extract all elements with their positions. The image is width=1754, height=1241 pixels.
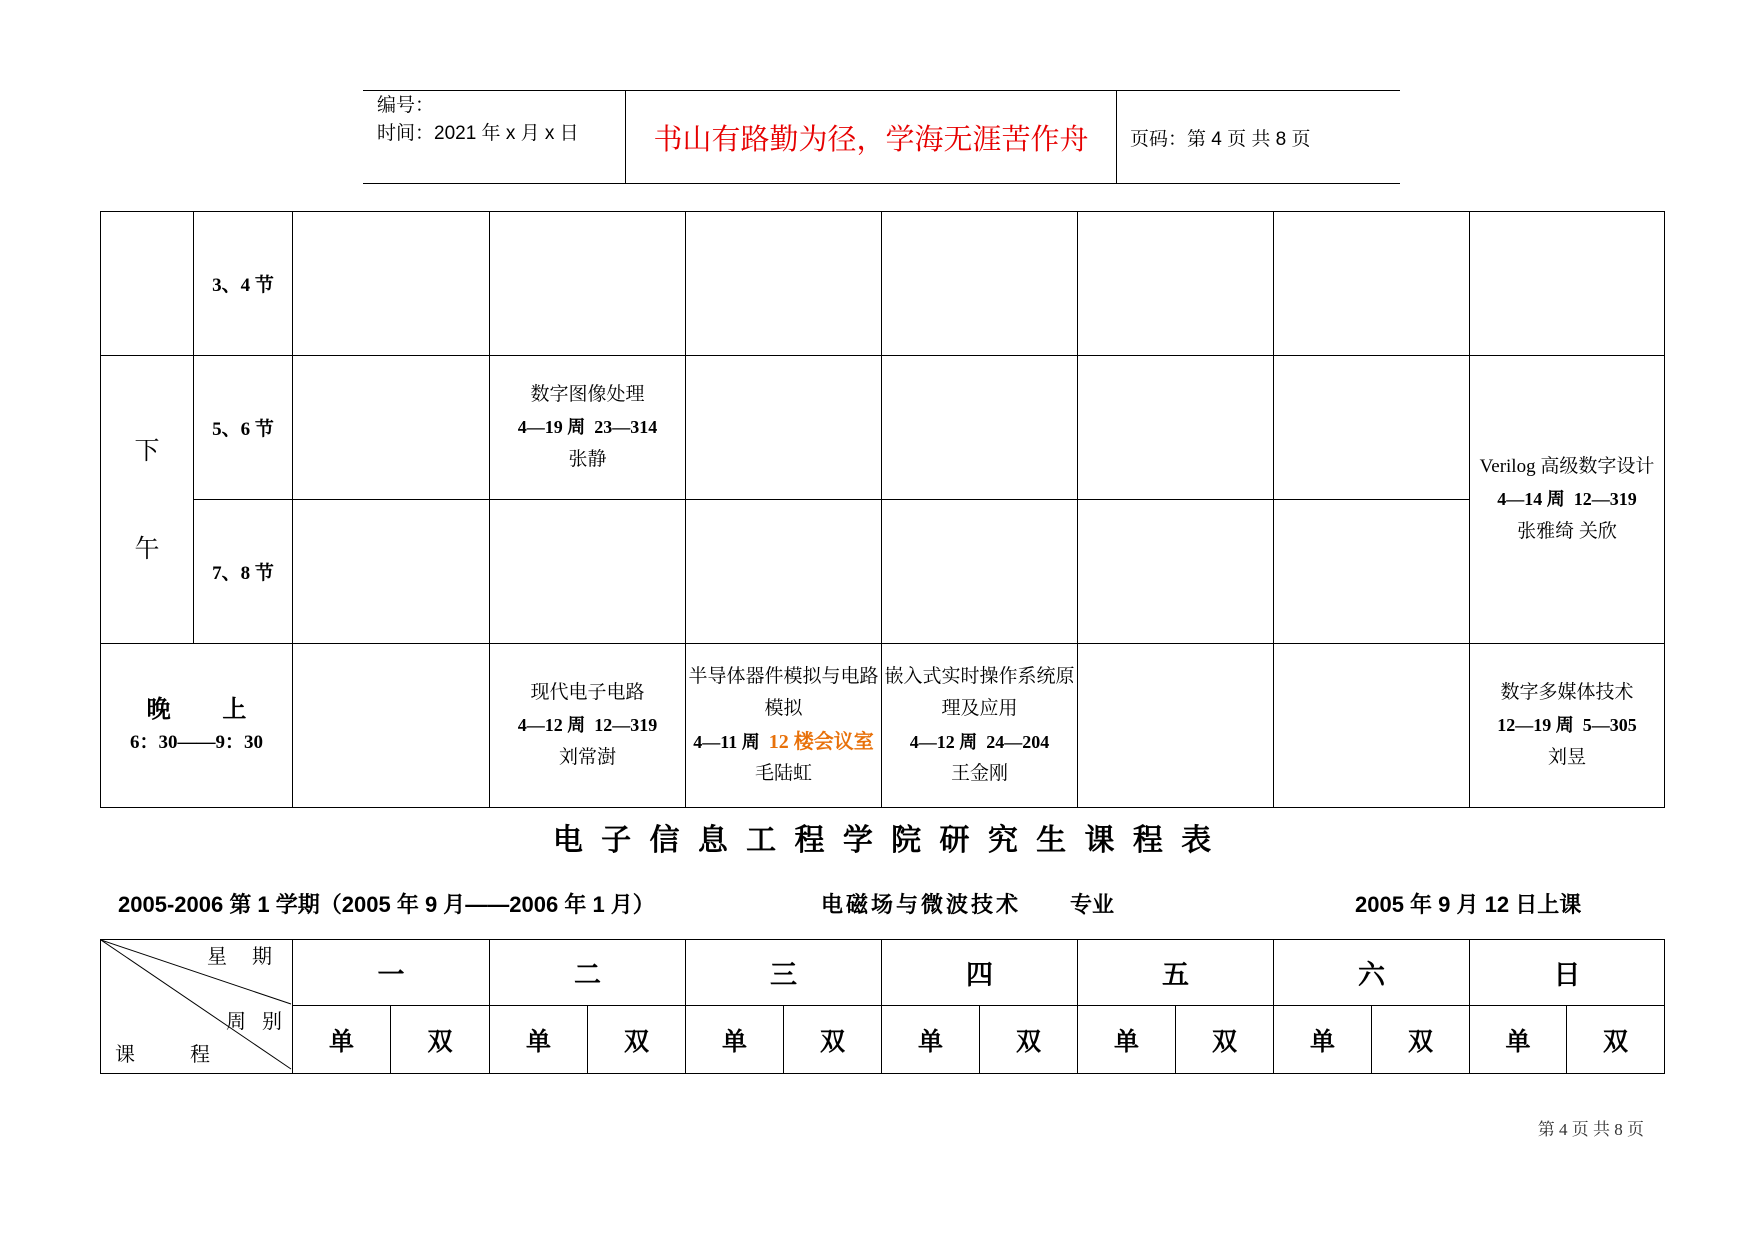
even-week-header: 双	[588, 1006, 686, 1074]
course-name: Verilog 高级数字设计	[1479, 455, 1655, 477]
day-header: 四	[882, 940, 1078, 1006]
course-weeks: 4—14 周	[1497, 489, 1565, 510]
header-motto-cell	[626, 91, 1117, 183]
evening-label: 晚 上	[146, 695, 247, 723]
schedule-table	[100, 211, 1665, 808]
day-header: 六	[1274, 940, 1470, 1006]
empty-cell	[490, 212, 686, 356]
session-label-evening	[101, 644, 293, 808]
schedule-row-period-78	[101, 500, 1665, 644]
period-label: 7、8 节	[194, 500, 293, 644]
course-schedule	[490, 411, 685, 444]
page-footer: 第 4 页 共 8 页	[1537, 1120, 1644, 1139]
even-week-header: 双	[980, 1006, 1078, 1074]
course-cell	[490, 356, 686, 500]
course-weeks: 4—11 周	[693, 731, 760, 752]
course-cell	[490, 644, 686, 808]
period-label: 5、6 节	[194, 356, 293, 500]
course-name: 数字图像处理	[530, 383, 645, 405]
document-number-label: 编号：	[377, 95, 435, 116]
course-cell	[686, 644, 882, 808]
even-week-header: 双	[1372, 1006, 1470, 1074]
day-header: 三	[686, 940, 882, 1006]
day-header: 二	[490, 940, 686, 1006]
course-room-highlight: 12 楼会议室	[768, 730, 874, 753]
empty-cell	[1078, 500, 1274, 644]
course-schedule	[686, 726, 881, 759]
odd-week-header: 单	[490, 1006, 588, 1074]
period-label: 3、4 节	[194, 212, 293, 356]
course-teacher: 王金刚	[950, 763, 1008, 784]
course-cell	[882, 644, 1078, 808]
major-label: 专业	[1070, 892, 1115, 917]
empty-cell	[1078, 356, 1274, 500]
empty-cell	[490, 500, 686, 644]
weekday-label: 星 期	[207, 946, 272, 968]
empty-cell	[1078, 644, 1274, 808]
empty-cell	[293, 356, 490, 500]
course-teacher: 毛陆虹	[754, 763, 812, 784]
diagonal-header-cell	[101, 940, 293, 1074]
week-type-row	[101, 1006, 1665, 1074]
schedule-row-evening	[101, 644, 1665, 808]
page-number-label: 页码：第 4 页 共 8 页	[1130, 128, 1311, 150]
empty-cell	[882, 500, 1078, 644]
course-room: 12—319	[1573, 489, 1637, 510]
course-teacher: 张静	[568, 448, 607, 470]
week-type-label: 周 别	[226, 1011, 282, 1033]
day-header: 一	[293, 940, 490, 1006]
course-weeks: 4—19 周	[517, 417, 586, 438]
course-room: 5—305	[1582, 715, 1637, 736]
course-name: 数字多媒体技术	[1500, 681, 1634, 703]
course-schedule	[882, 726, 1077, 759]
schedule-row-period-34	[101, 212, 1665, 356]
course-teacher: 刘常澍	[558, 746, 616, 768]
diagonal-header	[101, 940, 293, 1073]
course-schedule	[1470, 709, 1664, 742]
empty-cell	[1274, 500, 1470, 644]
course-label: 课 程	[115, 1044, 210, 1066]
course-schedule	[490, 709, 685, 742]
empty-cell	[882, 212, 1078, 356]
odd-week-header: 单	[882, 1006, 980, 1074]
odd-week-header: 单	[293, 1006, 391, 1074]
session-label-afternoon	[101, 356, 194, 644]
course-weeks: 4—12 周	[909, 731, 978, 752]
document-time-label: 时间：2021 年 x 月 x 日	[377, 123, 579, 144]
course-weeks: 4—12 周	[517, 715, 586, 736]
evening-time: 6：30——9：30	[129, 731, 263, 753]
empty-cell	[293, 212, 490, 356]
session-cell	[101, 212, 194, 356]
semester-text: 2005-2006 第 1 学期（2005 年 9 月——2006 年 1 月）	[118, 892, 655, 917]
header-page-cell	[1117, 91, 1400, 183]
empty-cell	[686, 212, 882, 356]
document-header	[363, 90, 1400, 184]
course-name: 现代电子电路	[530, 681, 645, 703]
even-week-header: 双	[391, 1006, 490, 1074]
course-room: 24—204	[986, 731, 1050, 752]
day-header: 五	[1078, 940, 1274, 1006]
schedule-row-period-56	[101, 356, 1665, 500]
empty-cell	[686, 500, 882, 644]
odd-week-header: 单	[1274, 1006, 1372, 1074]
header-info-cell	[363, 91, 626, 183]
start-date: 2005 年 9 月 12 日上课	[1355, 892, 1582, 917]
even-week-header: 双	[1176, 1006, 1274, 1074]
afternoon-char: 午	[134, 534, 160, 563]
empty-cell	[293, 644, 490, 808]
afternoon-char: 下	[134, 436, 160, 465]
day-header: 日	[1470, 940, 1665, 1006]
empty-cell	[1274, 212, 1470, 356]
course-name: 半导体器件模拟与电路模拟	[688, 665, 879, 719]
empty-cell	[1274, 356, 1470, 500]
weekday-row	[101, 940, 1665, 1006]
major-name: 电磁场与微波技术	[821, 892, 1022, 917]
course-room: 12—319	[594, 715, 658, 736]
empty-cell	[1470, 212, 1665, 356]
empty-cell	[882, 356, 1078, 500]
weekday-header-table	[100, 939, 1665, 1074]
empty-cell	[686, 356, 882, 500]
course-weeks: 12—19 周	[1497, 715, 1574, 736]
course-cell	[1470, 356, 1665, 644]
empty-cell	[1274, 644, 1470, 808]
course-room: 23—314	[594, 417, 658, 438]
course-schedule	[1470, 483, 1664, 516]
even-week-header: 双	[784, 1006, 882, 1074]
course-name: 嵌入式实时操作系统原理及应用	[884, 665, 1075, 719]
odd-week-header: 单	[1078, 1006, 1176, 1074]
course-cell	[1470, 644, 1665, 808]
page-title: 电 子 信 息 工 程 学 院 研 究 生 课 程 表	[552, 824, 1212, 857]
empty-cell	[293, 500, 490, 644]
empty-cell	[1078, 212, 1274, 356]
course-teacher: 刘昱	[1547, 746, 1586, 768]
course-teacher: 张雅绮 关欣	[1517, 520, 1617, 542]
motto-text: 书山有路勤为径，学海无涯苦作舟	[653, 123, 1089, 156]
odd-week-header: 单	[686, 1006, 784, 1074]
odd-week-header: 单	[1470, 1006, 1567, 1074]
even-week-header: 双	[1567, 1006, 1665, 1074]
